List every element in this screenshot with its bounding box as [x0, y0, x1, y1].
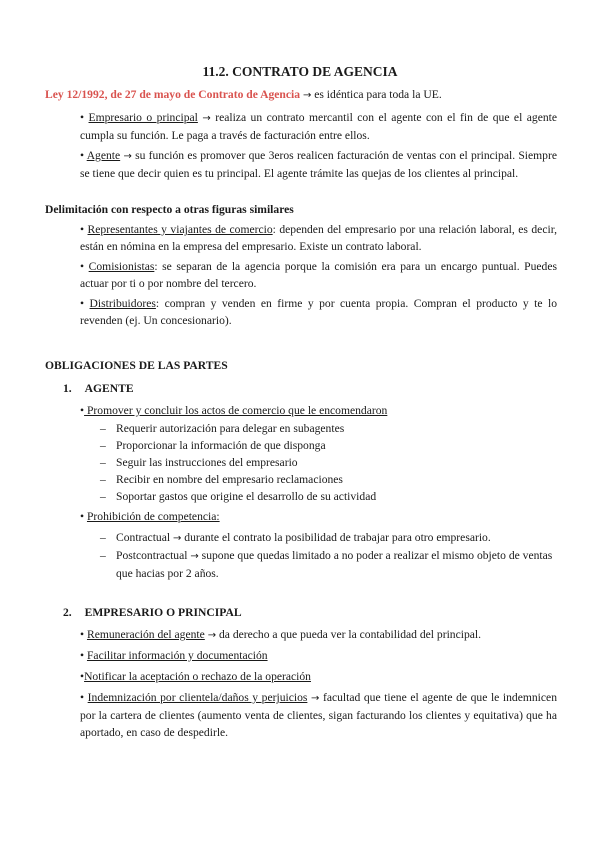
- term-representantes: Representantes y viajantes de comercio: [87, 223, 273, 236]
- list-item: [100, 471, 555, 488]
- list-item-text: Recibir en nombre del empresario reclamaciones: [116, 473, 343, 486]
- list-item: [100, 420, 555, 437]
- section-label: EMPRESARIO O PRINCIPAL: [84, 606, 242, 619]
- obligations-heading: OBLIGACIONES DE LAS PARTES: [45, 359, 228, 372]
- delimitation-item: [80, 295, 557, 329]
- list-item-term: Contractual: [116, 531, 171, 544]
- dash-icon: –: [100, 531, 106, 544]
- empresario-item-text: facultad que tiene el agente de que le indemnicen por la cartera de clientes (aumento venta de clientes, sigan facturando los clientes y equitativa) que ha aportado, en caso de despedirle.: [80, 691, 557, 739]
- term-remuneracion: Remuneración del agente: [86, 628, 205, 641]
- arrow-right-icon: →: [207, 630, 217, 641]
- bullet-icon: •: [80, 223, 85, 236]
- agente-prohibition-line: [80, 508, 557, 525]
- prohibition-list: [100, 529, 555, 582]
- intro-empresario: [80, 109, 557, 144]
- list-item-text: durante el contrato la posibilidad de trabajar para otro empresario.: [181, 531, 491, 544]
- list-item-term: Postcontractual: [116, 549, 188, 562]
- arrow-right-icon: →: [302, 90, 312, 101]
- term-distribuidores: Distribuidores: [89, 297, 156, 310]
- empresario-item: [80, 647, 557, 664]
- arrow-right-icon: →: [190, 551, 199, 562]
- arrow-right-icon: →: [202, 113, 211, 124]
- bullet-icon: •: [80, 260, 85, 273]
- law-reference: Ley 12/1992, de 27 de mayo de Contrato de Agencia: [45, 88, 301, 101]
- term-promover: Promover y concluir los actos de comercio que le encomendaron: [84, 404, 388, 417]
- arrow-right-icon: →: [123, 151, 132, 162]
- agente-promote-line: [80, 402, 557, 419]
- list-item-text: Requerir autorización para delegar en subagentes: [116, 422, 345, 435]
- list-item-text: supone que quedas limitado a no poder a realizar el mismo objeto de ventas que hacias por 2 años.: [116, 549, 553, 580]
- list-item-text: Soportar gastos que origine el desarrollo de su actividad: [116, 490, 377, 503]
- law-text: es idéntica para toda la UE.: [311, 88, 442, 101]
- term-indemnizacion: Indemnización por clientela/daños y perjuicios: [87, 691, 308, 704]
- section-agente-heading: [63, 380, 134, 397]
- empresario-item-text: da derecho a que pueda ver la contabilidad del principal.: [216, 628, 482, 641]
- intro-empresario-text: realiza un contrato mercantil con el agente con el fin de que el agente cumpla su función. Le paga a través de facturación entre ellos.: [80, 111, 558, 142]
- delimitation-item: [80, 258, 557, 292]
- list-item: [100, 437, 555, 454]
- list-item: [100, 488, 555, 505]
- term-empresario: Empresario o principal: [88, 111, 198, 124]
- bullet-icon: •: [80, 111, 85, 124]
- page-title: 11.2. CONTRATO DE AGENCIA: [202, 64, 398, 79]
- bullet-icon: •: [80, 297, 85, 310]
- term-comisionistas: Comisionistas: [88, 260, 155, 273]
- bullet-icon: •: [80, 649, 85, 662]
- bullet-icon: •: [80, 670, 85, 683]
- term-prohibicion: Prohibición de competencia:: [86, 510, 220, 523]
- dash-icon: –: [100, 490, 106, 503]
- section-empresario-heading: [63, 604, 242, 621]
- intro-agente-text: su función es promover que 3eros realicen facturación de ventas con el principal. Siempre se tiene que decir quien es tu principal. El agente trámite las quejas de los clientes al principal.: [80, 149, 557, 180]
- bullet-icon: •: [80, 149, 85, 162]
- list-item-text: Seguir las instrucciones del empresario: [116, 456, 298, 469]
- delimitation-text: : compran y venden en firme y por cuenta propia. Compran el producto y te lo revenden (ej. Un concesionario).: [80, 297, 558, 327]
- bullet-icon: •: [80, 691, 85, 704]
- bullet-icon: •: [80, 404, 85, 417]
- delimitation-text: : se separan de la agencia porque la comisión era para un encargo puntual. Puedes actuar por ti o por nombre del tercero.: [80, 260, 557, 290]
- dash-icon: –: [100, 439, 106, 452]
- arrow-right-icon: →: [310, 693, 320, 704]
- term-facilitar: Facilitar información y documentación: [86, 649, 268, 662]
- term-notificar: Notificar la aceptación o rechazo de la operación: [84, 670, 311, 683]
- empresario-item: [80, 668, 557, 685]
- empresario-item: [80, 626, 557, 644]
- bullet-icon: •: [80, 510, 85, 523]
- section-label: AGENTE: [84, 382, 134, 395]
- delimitation-heading: Delimitación con respecto a otras figuras similares: [45, 203, 294, 216]
- bullet-icon: •: [80, 628, 85, 641]
- dash-icon: –: [100, 422, 106, 435]
- list-item: [100, 547, 555, 582]
- dash-icon: –: [100, 473, 106, 486]
- agente-duties-list: [100, 420, 555, 505]
- dash-icon: –: [100, 456, 106, 469]
- section-number: 2.: [63, 606, 72, 619]
- delimitation-item: [80, 221, 557, 255]
- list-item-text: Proporcionar la información de que disponga: [116, 439, 326, 452]
- arrow-right-icon: →: [173, 533, 182, 544]
- list-item: [100, 454, 555, 471]
- empresario-item: [80, 689, 557, 741]
- term-agente: Agente: [86, 149, 121, 162]
- delimitation-text: : dependen del empresario por una relación laboral, es decir, están en nómina en la empresa del empresario. Existe un contrato laboral.: [80, 223, 557, 253]
- intro-agente: [80, 147, 557, 182]
- list-item: [100, 529, 555, 547]
- law-reference-line: [45, 86, 565, 104]
- dash-icon: –: [100, 549, 106, 562]
- section-number: 1.: [63, 382, 72, 395]
